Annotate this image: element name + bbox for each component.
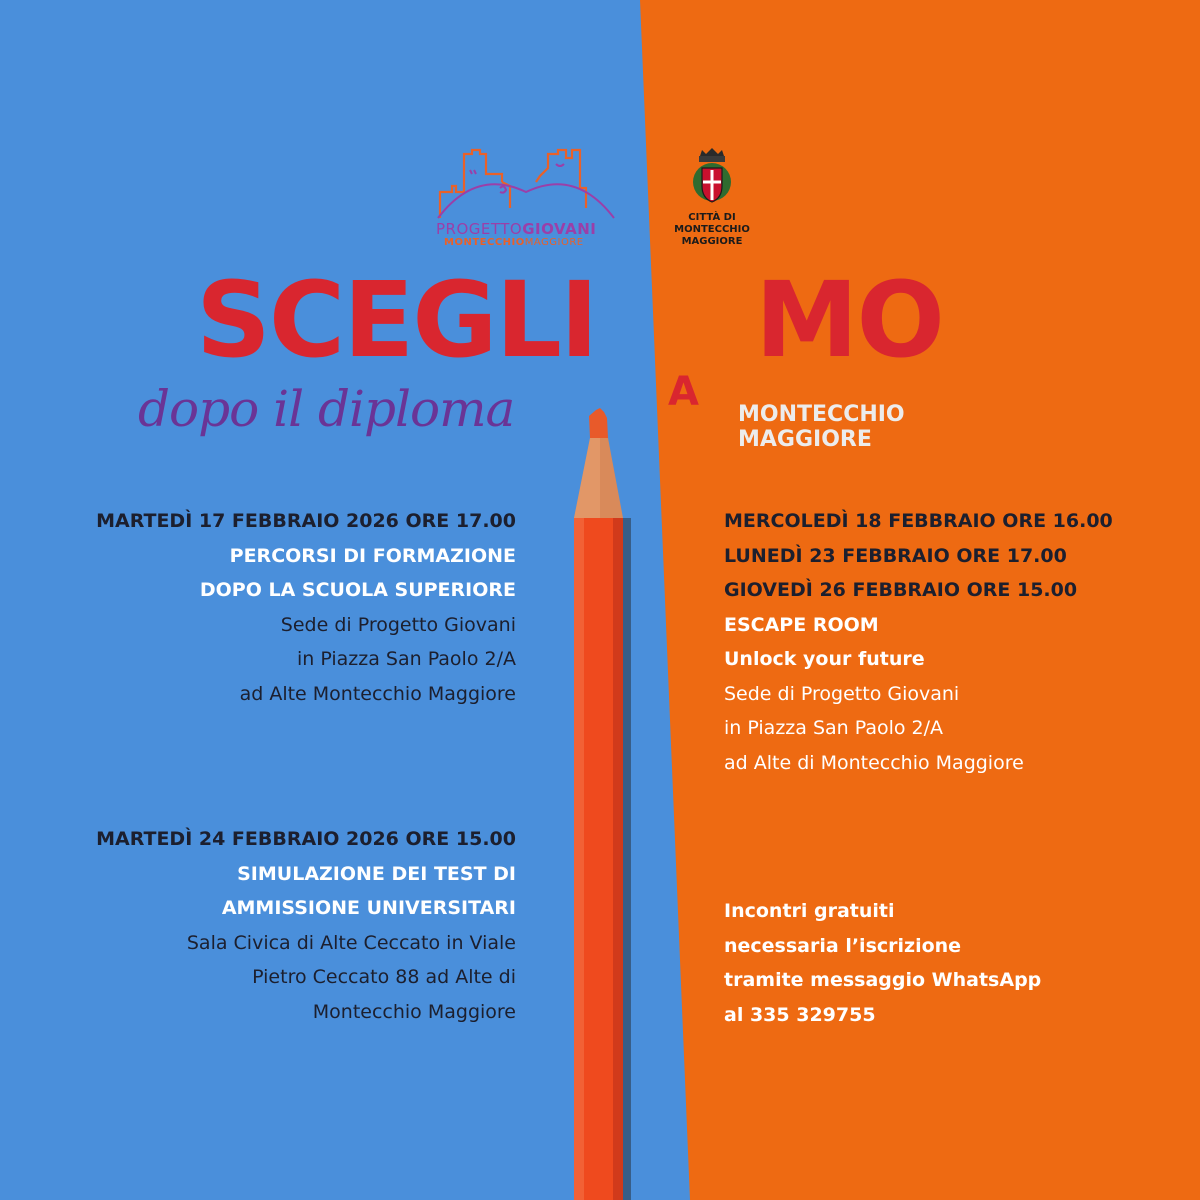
event-title: AMMISSIONE UNIVERSITARI: [221, 897, 516, 919]
event-date: MARTEDÌ 24 FEBBRAIO 2026 ORE 15.00: [96, 828, 516, 850]
progetto-giovani-logo: [436, 148, 616, 258]
city-logo: [672, 148, 752, 258]
registration-info: [724, 894, 1041, 1032]
event-title: PERCORSI DI FORMAZIONE: [229, 544, 516, 567]
city-name: CITTÀ DI MONTECCHIO MAGGIORE: [674, 212, 750, 247]
event-date: MERCOLEDÌ 18 FEBBRAIO ORE 16.00: [724, 510, 1113, 532]
event-date: MARTEDÌ 17 FEBBRAIO 2026 ORE 17.00: [96, 510, 516, 532]
title-mo: MO: [755, 259, 943, 381]
event-venue: Montecchio Maggiore: [312, 1000, 516, 1023]
event-venue: in Piazza San Paolo 2/A: [724, 717, 944, 739]
event-date: LUNEDÌ 23 FEBBRAIO ORE 17.00: [724, 544, 1067, 567]
coat-of-arms-icon: [672, 148, 752, 210]
place-name: MONTECCHIO MAGGIORE: [738, 402, 905, 452]
info-line: necessaria l’iscrizione: [724, 934, 962, 957]
info-phone: al 335 329755: [724, 1003, 876, 1026]
event-venue: ad Alte Montecchio Maggiore: [239, 682, 516, 705]
event-venue: Sede di Progetto Giovani: [724, 682, 960, 705]
event-escape-room: [724, 504, 1113, 780]
event-subtitle: Unlock your future: [724, 648, 925, 670]
event-venue: in Piazza San Paolo 2/A: [296, 648, 516, 670]
event-date: GIOVEDÌ 26 FEBBRAIO ORE 15.00: [724, 579, 1078, 601]
subtitle: dopo il diploma: [138, 380, 515, 438]
event-venue: Sede di Progetto Giovani: [280, 613, 516, 636]
castle-icon: [436, 148, 616, 220]
event-venue: Pietro Ceccato 88 ad Alte di: [252, 966, 516, 988]
title-a: A: [668, 369, 699, 415]
info-line: tramite messaggio WhatsApp: [724, 969, 1042, 991]
event-simulazione: [96, 822, 516, 1029]
pencil-icon: [560, 408, 640, 1200]
title-scegli: SCEGLI: [196, 259, 597, 381]
event-title: ESCAPE ROOM: [724, 613, 879, 636]
event-title: DOPO LA SCUOLA SUPERIORE: [199, 579, 516, 601]
event-percorsi: [96, 504, 516, 711]
info-line: Incontri gratuiti: [724, 900, 895, 922]
progetto-giovani-location: MONTECCHIOMAGGIORE: [444, 237, 584, 248]
progetto-giovani-wordmark: PROGETTOGIOVANI: [436, 220, 597, 238]
event-venue: ad Alte di Montecchio Maggiore: [724, 751, 1024, 774]
event-venue: Sala Civica di Alte Ceccato in Viale: [186, 931, 516, 954]
event-title: SIMULAZIONE DEI TEST DI: [237, 862, 516, 885]
